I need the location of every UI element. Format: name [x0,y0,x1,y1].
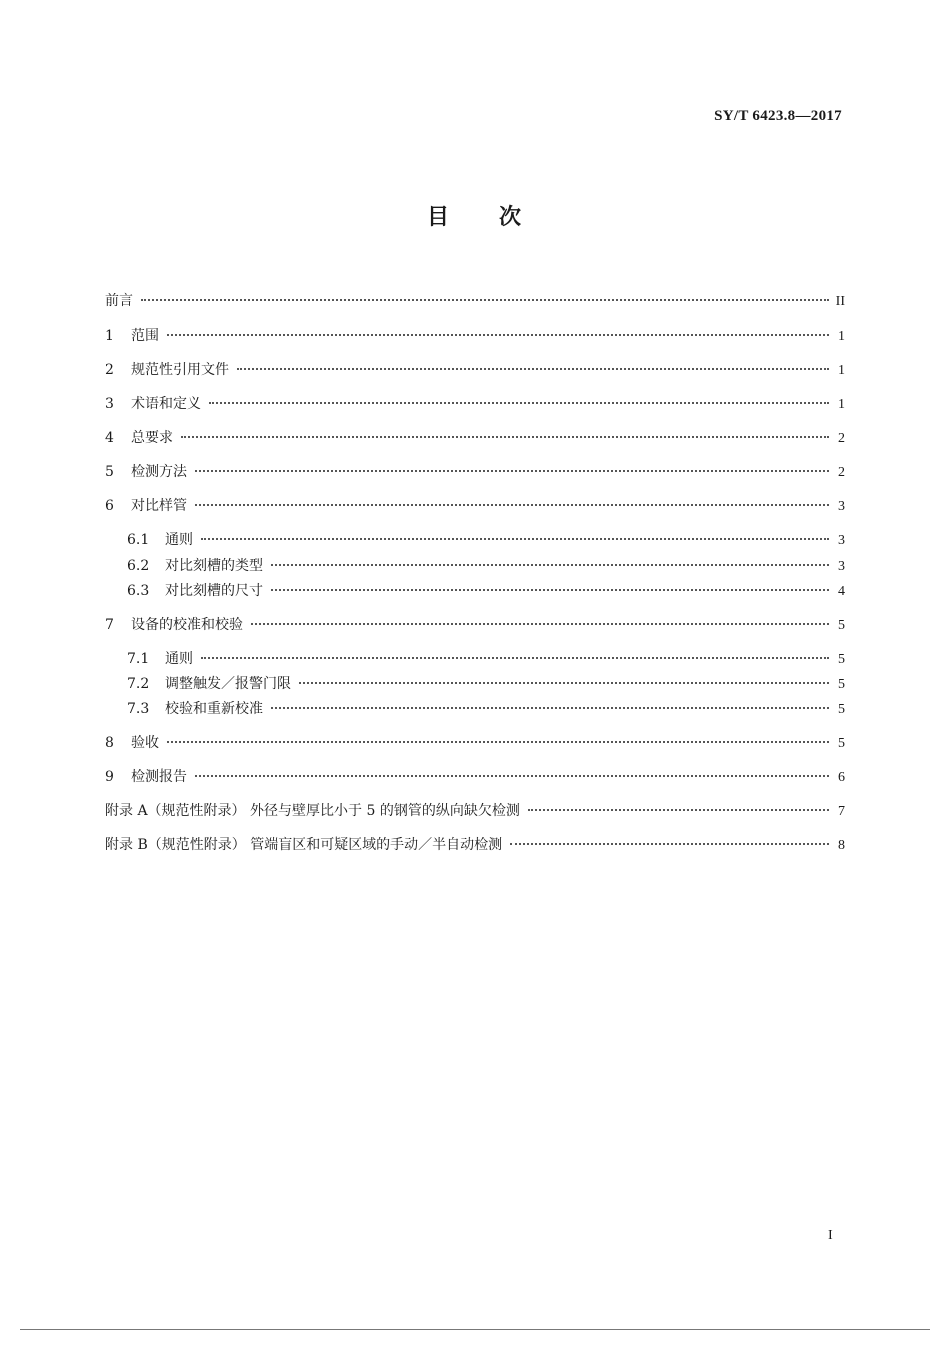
toc-entry-title: 规范性引用文件 [131,362,229,378]
toc-entry-number: 7.2 [127,676,150,692]
toc-entry-page: 6 [838,770,845,785]
toc-entry-title: 验收 [131,735,159,751]
toc-entry-number: 8 [105,735,114,751]
toc-entry-title: 对比刻槽的尺寸 [165,583,263,599]
toc-entry-7-2[interactable] [105,673,845,693]
toc-entry-page: 1 [838,329,845,344]
toc-entry-number: 3 [105,396,114,412]
dot-leader [201,657,829,659]
toc-entry-title: 检测报告 [131,769,187,785]
dot-leader [167,741,829,743]
toc-heading-char-2: 次 [499,205,524,230]
toc-entry-page: 2 [838,465,845,480]
toc-entry-number: 7.1 [127,651,150,667]
toc-entry-6-2[interactable] [105,555,845,575]
toc-entry-7-1[interactable] [105,648,845,668]
toc-entry-2[interactable] [105,359,845,379]
toc-entry-page: 1 [838,363,845,378]
toc-entry-page: 5 [838,618,845,633]
toc-entry-annex-b[interactable] [105,834,845,854]
dot-leader [201,538,829,540]
toc-entry-6-1[interactable] [105,529,845,549]
toc-entry-8[interactable] [105,732,845,752]
toc-entry-page: 5 [838,702,845,717]
toc-entry-title: 前言 [105,293,133,309]
toc-entry-7-3[interactable] [105,698,845,718]
dot-leader [237,368,829,370]
toc-entry-page: 3 [838,533,845,548]
dot-leader [181,436,829,438]
toc-entry-title: 对比样管 [131,498,187,514]
toc-entry-page: 8 [838,838,845,853]
toc-entry-number: 4 [105,430,114,446]
bottom-rule [20,1329,930,1330]
standard-code: SY/T 6423.8—2017 [714,108,842,124]
toc-entry-title: 附录 B（规范性附录） 管端盲区和可疑区域的手动／半自动检测 [105,837,503,853]
toc-entry-number: 6 [105,498,114,514]
dot-leader [528,809,829,811]
dot-leader [195,470,829,472]
toc-entry-number: 7.3 [127,701,150,717]
dot-leader [141,299,829,301]
toc-entry-title: 总要求 [131,430,173,446]
toc-entry-number: 7 [105,617,114,633]
toc-entry-title: 通则 [165,651,193,667]
toc-entry-3[interactable] [105,393,845,413]
dot-leader [271,589,829,591]
toc-entry-number: 5 [105,464,114,480]
dot-leader [167,334,829,336]
toc-entry-page: 1 [838,397,845,412]
toc-entry-number: 1 [105,328,114,344]
toc-entry-page: 5 [838,736,845,751]
toc-entry-number: 6.1 [127,532,150,548]
toc-entry-title: 检测方法 [131,464,187,480]
toc-entry-9[interactable] [105,766,845,786]
toc-entry-page: 4 [838,584,845,599]
toc-entry-title: 术语和定义 [131,396,201,412]
toc-entry-annex-a[interactable] [105,800,845,820]
toc-entry-6[interactable] [105,495,845,515]
toc-entry-page: 5 [838,677,845,692]
toc-heading-char-1: 目 [426,205,451,230]
toc-entry-number: 2 [105,362,114,378]
dot-leader [251,623,829,625]
toc-entry-foreword[interactable] [105,290,845,310]
toc-entry-title: 校验和重新校准 [165,701,263,717]
page-folio: I [828,1228,833,1243]
toc-entry-page: 7 [838,804,845,819]
toc-entry-4[interactable] [105,427,845,447]
toc-entry-1[interactable] [105,325,845,345]
toc-entry-title: 对比刻槽的类型 [165,558,263,574]
toc-entry-number: 9 [105,769,114,785]
toc-entry-title: 范围 [131,328,159,344]
dot-leader [195,504,829,506]
toc-entry-page: 5 [838,652,845,667]
dot-leader [299,682,829,684]
toc-entry-5[interactable] [105,461,845,481]
toc-entry-7[interactable] [105,614,845,634]
toc-entry-6-3[interactable] [105,580,845,600]
toc-entry-page: 2 [838,431,845,446]
toc-entry-title: 附录 A（规范性附录） 外径与壁厚比小于 5 的钢管的纵向缺欠检测 [105,803,520,819]
toc-entry-title: 设备的校准和校验 [131,617,243,633]
toc-entry-title: 通则 [165,532,193,548]
toc-entry-page: 3 [838,499,845,514]
dot-leader [195,775,829,777]
dot-leader [271,707,829,709]
dot-leader [209,402,829,404]
toc-entry-number: 6.3 [127,583,150,599]
toc-entry-title: 调整触发／报警门限 [165,676,291,692]
toc-heading [0,200,950,231]
toc-entry-number: 6.2 [127,558,150,574]
toc-entry-page: II [835,294,845,309]
dot-leader [510,843,829,845]
toc-entry-page: 3 [838,559,845,574]
dot-leader [271,564,829,566]
